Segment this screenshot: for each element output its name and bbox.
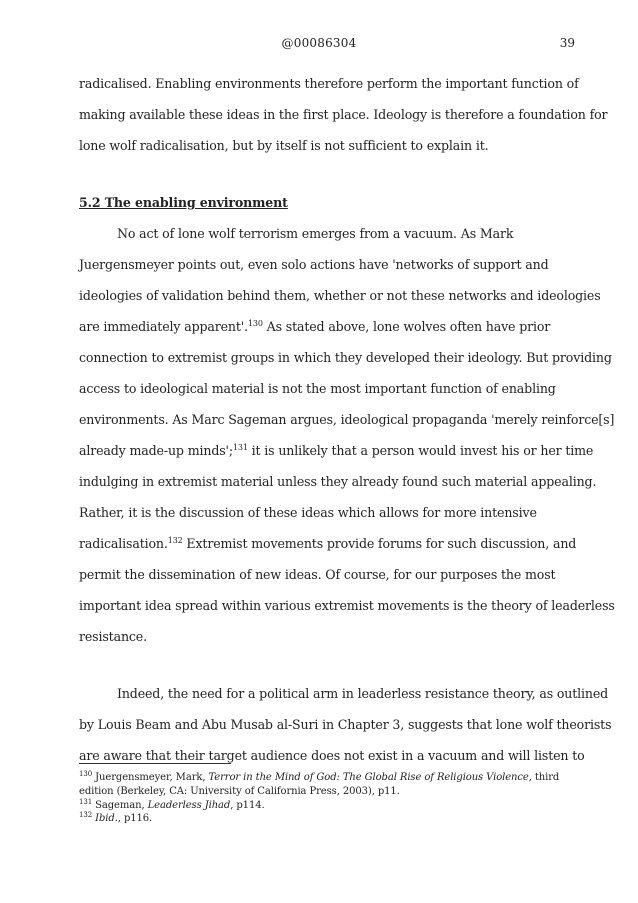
body-text: are immediately apparent'. — [79, 319, 248, 334]
body-line: by Louis Beam and Abu Musab al-Suri in Chapter 3, suggests that lone wolf theorists — [79, 717, 612, 732]
body-line: access to ideological material is not the most important function of enabling — [79, 381, 556, 396]
body-line — [79, 319, 550, 334]
footnote-text: , third — [528, 772, 560, 783]
body-line: connection to extremist groups in which they developed their ideology. But providing — [79, 350, 612, 365]
body-line: resistance. — [79, 629, 147, 644]
body-text: Extremist movements provide forums for such discussion, and — [182, 536, 577, 551]
body-line: are aware that their target audience does not exist in a vacuum and will listen to — [79, 748, 585, 763]
footnote-text: Juergensmeyer, Mark, — [92, 772, 209, 783]
body-line: indulging in extremist material unless they already found such material appealing. — [79, 474, 597, 489]
body-text: radicalisation. — [79, 536, 168, 551]
body-text: As stated above, lone wolves often have prior — [262, 319, 551, 334]
body-text: it is unlikely that a person would invest his or her time — [247, 443, 594, 458]
body-text: already made-up minds'; — [79, 443, 233, 458]
body-line: making available these ideas in the first place. Ideology is therefore a foundation for — [79, 107, 608, 122]
footnote-title: Terror in the Mind of God: The Global Rise of Religious Violence — [208, 772, 529, 783]
body-line: Rather, it is the discussion of these ideas which allows for more intensive — [79, 505, 537, 520]
footnote-ref-131[interactable]: 131 — [232, 443, 248, 452]
footnote-130-line2: edition (Berkeley, CA: University of California Press, 2003), p11. — [79, 786, 400, 797]
footnote-number: 130 — [79, 770, 93, 778]
footnote-text: Sageman, — [92, 800, 148, 811]
body-line: Juergensmeyer points out, even solo actions have 'networks of support and — [79, 257, 549, 272]
body-line — [79, 536, 576, 551]
footnote-title: Ibid. — [95, 813, 118, 824]
body-line: radicalised. Enabling environments therefore perform the important function of — [79, 76, 579, 91]
footnote-separator — [79, 763, 231, 764]
body-line: No act of lone wolf terrorism emerges from a vacuum. As Mark — [117, 226, 514, 241]
footnote-131 — [79, 800, 265, 811]
footnote-title: Leaderless Jihad — [147, 800, 231, 811]
footnote-number: 131 — [79, 798, 93, 806]
body-line — [79, 443, 593, 458]
body-line: lone wolf radicalisation, but by itself is not sufficient to explain it. — [79, 138, 489, 153]
body-line: environments. As Marc Sageman argues, ideological propaganda 'merely reinforce[s] — [79, 412, 615, 427]
body-line: ideologies of validation behind them, whether or not these networks and ideologies — [79, 288, 601, 303]
footnote-number: 132 — [79, 811, 93, 819]
footnote-text: , p116. — [117, 813, 153, 824]
header-author-id: @00086304 — [281, 36, 357, 50]
footnote-ref-130[interactable]: 130 — [247, 319, 263, 328]
footnote-text: , p114. — [230, 800, 265, 811]
page-number: 39 — [559, 36, 575, 50]
section-heading: 5.2 The enabling environment — [79, 195, 288, 210]
footnote-132 — [79, 813, 152, 824]
footnote-ref-132[interactable]: 132 — [167, 536, 183, 545]
footnote-130 — [79, 772, 559, 783]
body-line: permit the dissemination of new ideas. Of course, for our purposes the most — [79, 567, 556, 582]
body-line: Indeed, the need for a political arm in leaderless resistance theory, as outlined — [117, 686, 609, 701]
body-line: important idea spread within various extremist movements is the theory of leaderless — [79, 598, 615, 613]
